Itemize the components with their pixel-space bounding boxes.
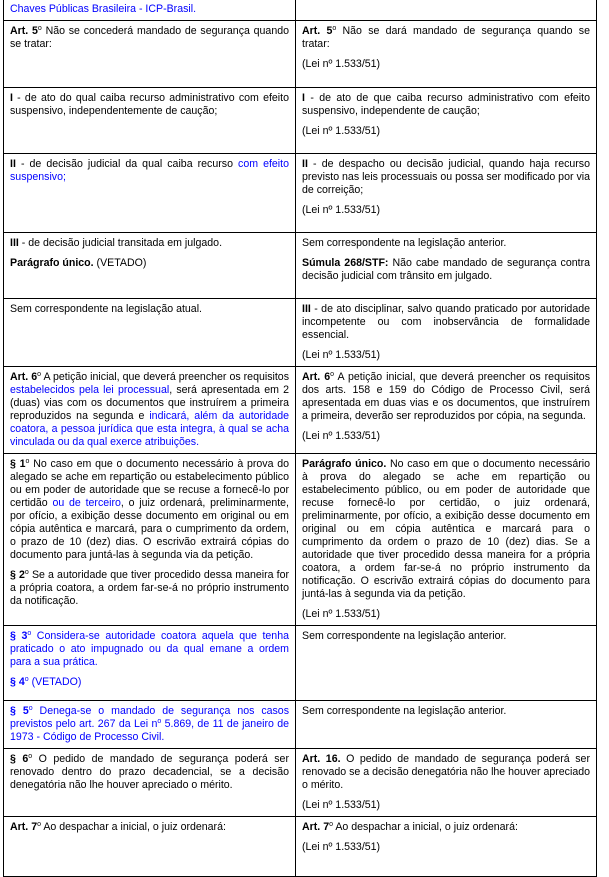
paragraph-text: § 3$^o$ Considera-se autoridade coatora aquela que tenha praticado o ato impugnado ou da qual emane a ordem para a sua prática.	[10, 630, 289, 668]
law-reference: (Lei nº 1.533/51)	[302, 349, 381, 361]
right-cell	[296, 299, 597, 367]
no-correspondence-note: Sem correspondente na legislação anterior.	[302, 705, 507, 717]
paragraph-text: Parágrafo único. No caso em que o documento necessário à prova do alegado se ache em repartição ou estabelecimento público, ou em poder de autoridade que recuse fornecê-lo por certidão, o juiz ordenará, preliminarmente, por ofício, a exibição desse documento em original ou em cópia autêntica e marcará para o cumprimento da ordem o prazo de 10 (dez) dias. Se a autoridade que tiver procedido dessa maneira for a própria coatora, a ordem far-se-á no próprio instrumento da notificação. O escrivão extrairá cópias do documento para juntá-las à segunda via da petição.	[302, 458, 591, 600]
table-row	[4, 701, 597, 749]
paragraph-text: § 5$^o$ Denega-se o mandado de segurança nos casos previstos pelo art. 267 da Lei $n^o$ 5.869, de 11 de janeiro de 1973 - Código de Processo Civil.	[10, 705, 290, 743]
table-row	[4, 154, 597, 233]
left-cell	[4, 299, 296, 367]
no-correspondence-note: Sem correspondente na legislação anterior.	[302, 237, 507, 249]
article-text: Art. 16. O pedido de mandado de segurança poderá ser renovado se a decisão denegatória não lhe houver apreciado o mérito.	[302, 753, 591, 791]
article-text: Art. 5$^o$ Não se concederá mandado de segurança quando se tratar:	[10, 25, 289, 50]
paragraph-text: § 4$^o$ (VETADO)	[10, 676, 82, 688]
paragraph-text: § 2$^o$ Se a autoridade que tiver procedido dessa maneira for a própria coatora, a ordem far-se-á no próprio instrumento da notificação.	[10, 569, 290, 607]
paragraph-text: Parágrafo único. (VETADO)	[10, 257, 147, 269]
table-row	[4, 367, 597, 454]
left-cell	[4, 88, 296, 154]
no-correspondence-note: Sem correspondente na legislação anterior.	[302, 630, 507, 642]
sumula-text: Súmula 268/STF: Não cabe mandado de segurança contra decisão judicial com trânsito em julgado.	[302, 257, 590, 282]
left-cell	[4, 454, 296, 626]
article-text: Art. 5$^o$ Não se dará mandado de segurança quando se tratar:	[302, 25, 590, 50]
right-cell	[296, 154, 597, 233]
right-cell	[296, 817, 597, 877]
article-heading: Art. 5	[302, 25, 333, 37]
right-cell	[296, 88, 597, 154]
law-reference: (Lei nº 1.533/51)	[302, 204, 381, 216]
amendment-text: indicará, além da autoridade coatora, a pessoa jurídica que esta integra, à qual se acha vinculada ou da qual exerce atribuições.	[10, 410, 289, 448]
law-reference: (Lei nº 1.533/51)	[302, 799, 381, 811]
right-cell	[296, 233, 597, 299]
table-row	[4, 817, 597, 877]
paragraph-text: § 1$^o$ No caso em que o documento necessário à prova do alegado se ache em repartição ou estabelecimento público ou em poder de autoridade que se recuse a fornecê-lo por certidão ou de terceiro, o juiz ordenará, preliminarmente, por ofício, a exibição desse documento em original ou em cópia autêntica e marcará, para o cumprimento da ordem, o prazo de 10 (dez) dias. O escrivão extrairá cópias do documento para juntá-las à segunda via da petição.	[10, 458, 289, 561]
law-reference: (Lei nº 1.533/51)	[302, 841, 381, 853]
table-row	[4, 88, 597, 154]
paragraph-text: § 6$^o$ O pedido de mandado de segurança poderá ser renovado dentro do prazo decadencial, se a decisão denegatória não lhe houver apreciado o mérito.	[10, 753, 289, 791]
article-text: I - de ato do qual caiba recurso administrativo com efeito suspensivo, independentemente de caução;	[10, 92, 289, 117]
article-text: Art. 7$^o$ Ao despachar a inicial, o juiz ordenará:	[302, 821, 518, 833]
right-cell	[296, 626, 597, 701]
left-cell	[4, 233, 296, 299]
law-reference: (Lei nº 1.533/51)	[302, 125, 381, 137]
left-cell	[4, 817, 296, 877]
table-row	[4, 749, 597, 817]
right-cell	[296, 0, 597, 21]
article-text: III - de ato disciplinar, salvo quando praticado por autoridade incompetente ou com inobservância de formalidade essencial.	[302, 303, 590, 341]
table-row	[4, 21, 597, 88]
law-reference: (Lei nº 1.533/51)	[302, 608, 381, 620]
right-cell	[296, 749, 597, 817]
amendment-text: ou de terceiro	[52, 497, 121, 509]
table-row	[4, 454, 597, 626]
right-cell	[296, 21, 597, 88]
table-row	[4, 626, 597, 701]
article-heading: Art. 5	[10, 25, 38, 37]
left-cell	[4, 154, 296, 233]
left-cell	[4, 749, 296, 817]
article-text: I - de ato de que caiba recurso administrativo com efeito suspensivo, independente de caução;	[302, 92, 590, 117]
right-cell	[296, 367, 597, 454]
no-correspondence-note: Sem correspondente na legislação atual.	[10, 303, 202, 315]
left-cell	[4, 367, 296, 454]
left-cell	[4, 626, 296, 701]
left-cell	[4, 701, 296, 749]
law-comparison-table	[3, 0, 597, 877]
amendment-text: com efeito suspensivo;	[10, 158, 289, 183]
article-text: Art. 6$^o$ A petição inicial, que deverá preencher os requisitos estabelecidos pela lei processual, será apresentada em 2 (duas) vias com os documentos que instruírem a primeira reproduzidos na segunda e indicará, além da autoridade coatora, a pessoa jurídica que esta integra, à qual se acha vinculada ou da qual exerce atribuições.	[10, 371, 289, 448]
left-cell	[4, 21, 296, 88]
left-cell	[4, 0, 296, 21]
table-row	[4, 0, 597, 21]
law-reference: (Lei nº 1.533/51)	[302, 430, 381, 442]
amendment-text: estabelecidos pela lei processual	[10, 384, 170, 396]
table-row	[4, 299, 597, 367]
article-text: Art. 6$^o$ A petição inicial, que deverá preencher os requisitos dos arts. 158 e 159 do Código de Processo Civil, será apresentada em duas vias e os documentos, que instruírem a primeira, deverão ser reproduzidos por cópia, na segunda.	[302, 371, 590, 422]
right-cell	[296, 701, 597, 749]
cell-text: Chaves Públicas Brasileira - ICP-Brasil.	[10, 3, 197, 15]
article-text: II - de despacho ou decisão judicial, quando haja recurso previsto nas leis processuais ou possa ser modificado por via de correição;	[302, 158, 590, 196]
right-cell	[296, 454, 597, 626]
table-row	[4, 233, 597, 299]
article-text: II - de decisão judicial da qual caiba recurso com efeito suspensivo;	[10, 158, 289, 183]
article-text: Art. 7$^o$ Ao despachar a inicial, o juiz ordenará:	[10, 821, 226, 833]
article-text: III - de decisão judicial transitada em julgado.	[10, 237, 223, 249]
law-reference: (Lei nº 1.533/51)	[302, 58, 381, 70]
